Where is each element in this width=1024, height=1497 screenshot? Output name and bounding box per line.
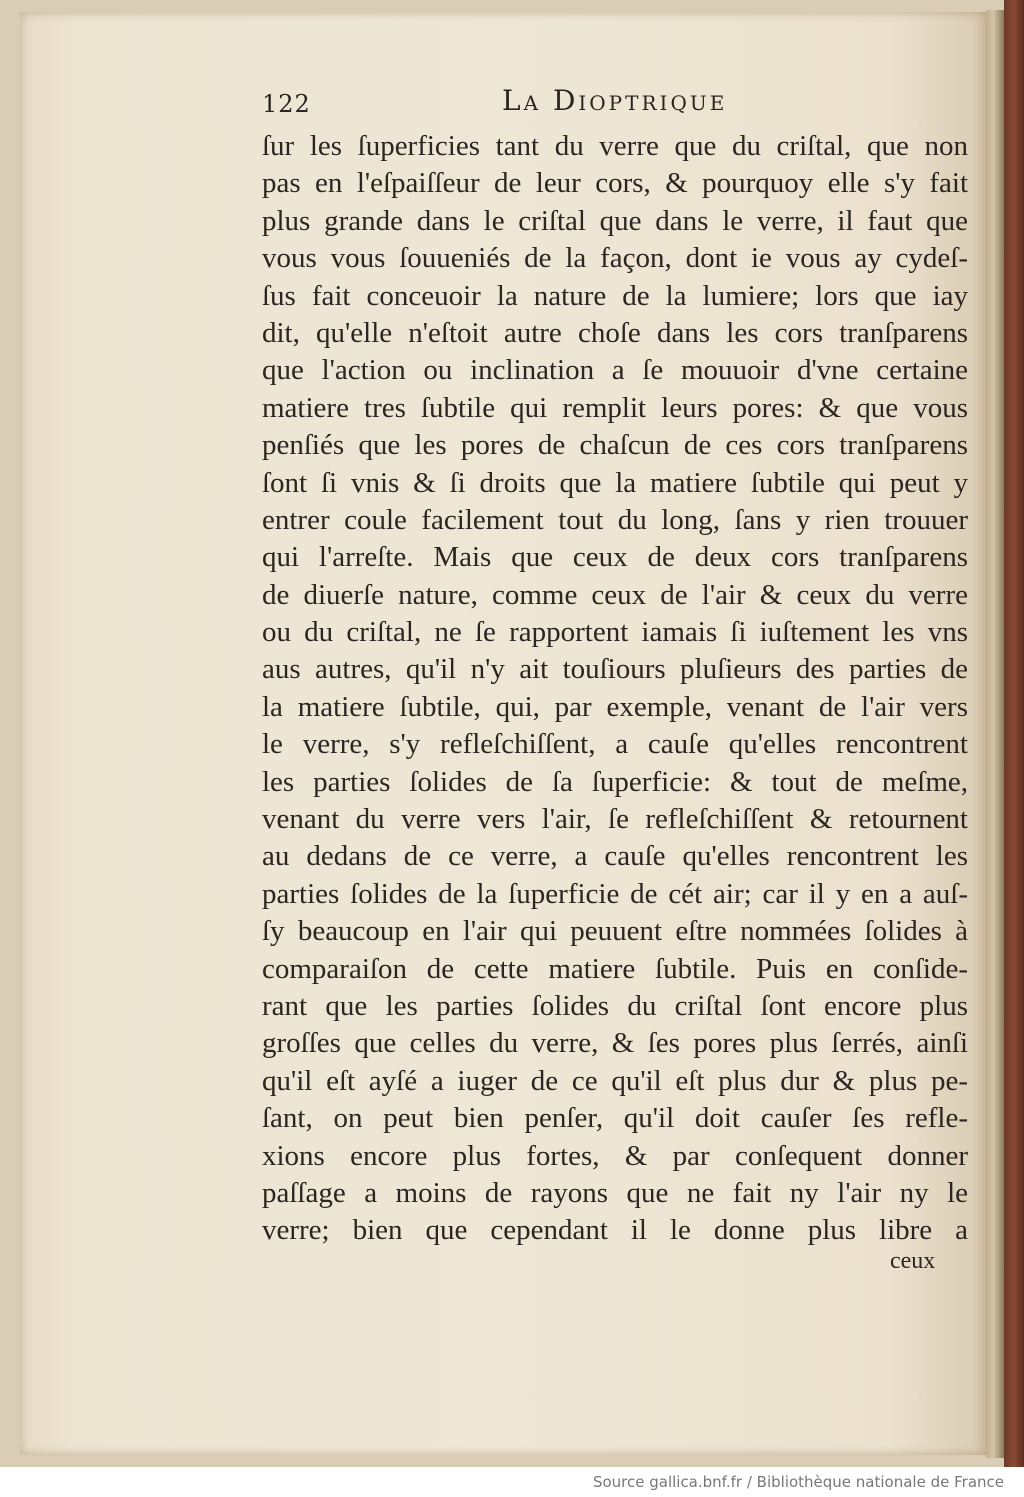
text-line: xions encore plus fortes, & par conſequent donner [262,1139,968,1172]
text-line: ſant, on peut bien penſer, qu'il doit cauſer ſes refle- [262,1102,968,1135]
running-title: La Dioptrique [502,84,728,117]
text-line: pas en l'eſpaiſſeur de leur cors, & pourquoy elle s'y fait [262,167,968,200]
text-line: la matiere ſubtile, qui, par exemple, venant de l'air vers [262,690,968,723]
text-line: venant du verre vers l'air, ſe refleſchiſſent & retournent [262,803,968,836]
text-line: vous vous ſouueniés de la façon, dont ie vous ay cydeſ- [262,242,968,275]
book-spine [1004,0,1024,1467]
text-line: ſont ſi vnis & ſi droits que la matiere ſubtile qui peut y [262,466,968,499]
text-line: au dedans de ce verre, a cauſe qu'elles rencontrent les [262,840,968,873]
text-line: plus grande dans le criſtal que dans le verre, il faut que [262,204,968,237]
text-line: ou du criſtal, ne ſe rapportent iamais ſi iuſtement les vns [262,616,968,649]
text-line: le verre, s'y refleſchiſſent, a cauſe qu'elles rencontrent [262,728,968,761]
text-line: qui l'arreſte. Mais que ceux de deux cors tranſparens [262,541,968,574]
source-credit: Source gallica.bnf.fr / Bibliothèque nationale de France [592,1473,1004,1491]
text-line: ſy beaucoup en l'air qui peuuent eſtre nommées ſolides à [262,915,968,948]
page-number: 122 [262,90,311,118]
text-line: entrer coule facilement tout du long, ſans y rien trouuer [262,503,968,536]
text-line: paſſage a moins de rayons que ne fait ny l'air ny le [262,1176,968,1209]
text-line: dit, qu'elle n'eſtoit autre choſe dans les cors tranſparens [262,316,968,349]
source-bar [0,1467,1024,1497]
text-line: ſur les ſuperficies tant du verre que du criſtal, que non [262,130,968,162]
text-line: rant que les parties ſolides du criſtal ſont encore plus [262,989,968,1022]
text-line: groſſes que celles du verre, & ſes pores plus ſerrés, ainſi [262,1027,968,1060]
page-header [262,84,972,124]
text-line: qu'il eſt ayſé a iuger de ce qu'il eſt plus dur & plus pe- [262,1064,968,1097]
text-line: les parties ſolides de ſa ſuperficie: & tout de meſme, [262,765,968,798]
text-line: aus autres, qu'il n'y ait touſiours pluſieurs des parties de [262,653,968,686]
text-line: parties ſolides de la ſuperficie de cét air; car il y en a auſ- [262,877,968,910]
body-text [262,128,968,1250]
text-line: ſus fait conceuoir la nature de la lumiere; lors que iay [262,279,968,312]
text-line: de diuerſe nature, comme ceux de l'air & ceux du verre [262,578,968,611]
page-edge [986,10,1004,1458]
text-line: que l'action ou inclination a ſe mouuoir d'vne certaine [262,354,968,387]
text-line: penſiés que les pores de chaſcun de ces cors tranſparens [262,429,968,462]
catchword: ceux [890,1248,936,1274]
text-line: comparaiſon de cette matiere ſubtile. Puis en conſide- [262,952,968,985]
text-line: matiere tres ſubtile qui remplit leurs pores: & que vous [262,391,968,424]
text-line: verre; bien que cependant il le donne plus libre a [262,1214,968,1247]
